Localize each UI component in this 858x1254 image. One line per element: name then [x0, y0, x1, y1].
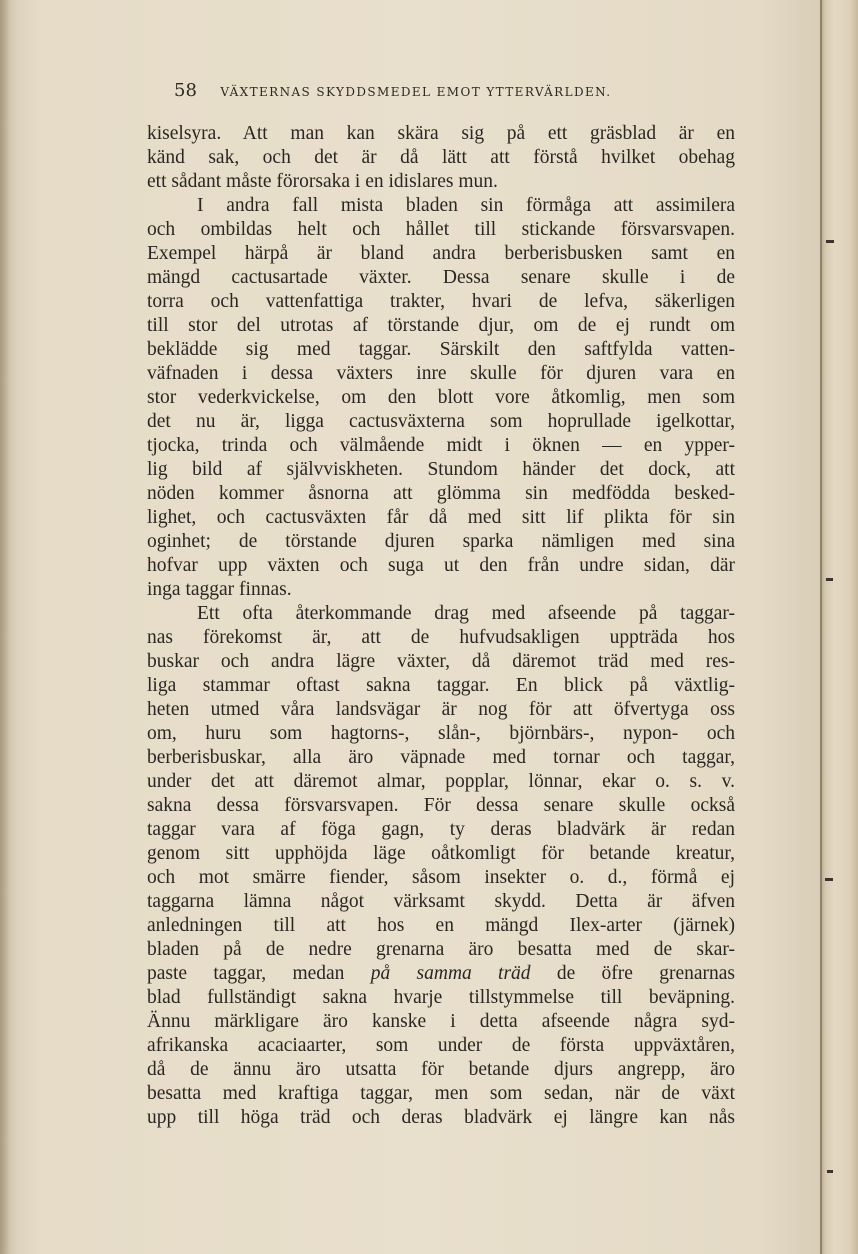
text-line: och ombildas helt och hållet till stickande försvarsvapen. — [147, 219, 735, 240]
edge-mark — [825, 878, 833, 881]
text-line: under det att däremot almar, popplar, lönnar, ekar o. s. v. — [147, 771, 735, 792]
body-text — [147, 122, 735, 1130]
binding-shadow — [0, 0, 10, 1254]
text-line: hofvar upp växten och suga ut den från undre sidan, där — [147, 555, 735, 576]
text-line: blad fullständigt sakna hvarje tillstymmelse till beväpning. — [147, 987, 735, 1008]
text-line: liga stammar oftast sakna taggar. En blick på växtlig- — [147, 675, 735, 696]
text-line: oginhet; de törstande djuren sparka nämligen med sina — [147, 531, 735, 552]
text-line: sakna dessa försvarsvapen. För dessa senare skulle också — [147, 795, 735, 816]
text-line: torra och vattenfattiga trakter, hvari de lefva, säkerligen — [147, 291, 735, 312]
text-line: och mot smärre fiender, såsom insekter o. d., förmå ej — [147, 867, 735, 888]
text-line: till stor del utrotas af törstande djur, om de ej rundt om — [147, 315, 735, 336]
text-line: om, huru som hagtorns-, slån-, björnbärs-, nypon- och — [147, 723, 735, 744]
edge-mark — [826, 578, 833, 581]
text-line: Exempel härpå är bland andra berberisbusken samt en — [147, 243, 735, 264]
text-line: mängd cactusartade växter. Dessa senare skulle i de — [147, 267, 735, 288]
text-line: berberisbuskar, alla äro väpnade med tornar och taggar, — [147, 747, 735, 768]
text-line: Ännu märkligare äro kanske i detta afseende några syd- — [147, 1011, 735, 1032]
text-line: lig bild af självviskheten. Stundom händer det dock, att — [147, 459, 735, 480]
text-line: taggar vara af föga gagn, ty deras bladvärk är redan — [147, 819, 735, 840]
text-line: afrikanska acaciaarter, som under de första uppväxtåren, — [147, 1035, 735, 1056]
text-line: tjocka, trinda och välmående midt i öknen — en ypper- — [147, 435, 735, 456]
text-line: taggarna lämna något värksamt skydd. Detta är äfven — [147, 891, 735, 912]
text-segment: de öfre grenarnas — [556, 963, 736, 984]
text-line: inga taggar finnas. — [147, 579, 292, 600]
text-line: det nu är, ligga cactusväxterna som hoprullade igelkottar, — [147, 411, 735, 432]
text-line-with-italic — [147, 962, 735, 986]
edge-mark — [827, 1170, 833, 1173]
text-line: lighet, och cactusväxten får då med sitt lif plikta för sin — [147, 507, 735, 528]
text-line: bladen på de nedre grenarna äro besatta med de skar- — [147, 939, 735, 960]
text-line: väfnaden i dessa växters inre skulle för djuren vara en — [147, 363, 735, 384]
text-line: stor vederkvickelse, om den blott vore åtkomlig, men som — [147, 387, 735, 408]
text-line: beklädde sig med taggar. Särskilt den saftfylda vatten- — [147, 339, 735, 360]
text-line: kiselsyra. Att man kan skära sig på ett gräsblad är en — [147, 123, 735, 144]
text-line: anledningen till att hos en mängd Ilex-arter (järnek) — [147, 915, 735, 936]
text-line: nas förekomst är, att de hufvudsakligen uppträda hos — [147, 627, 735, 648]
text-line: nöden kommer åsnorna att glömma sin medfödda besked- — [147, 483, 735, 504]
text-line: buskar och andra lägre växter, då däremot träd med res- — [147, 651, 735, 672]
edge-mark — [826, 240, 834, 243]
text-line: känd sak, och det är då lätt att förstå hvilket obehag — [147, 147, 735, 168]
text-line: genom sitt upphöjda läge oåtkomligt för betande kreatur, — [147, 843, 735, 864]
text-line: upp till höga träd och deras bladvärk ej längre kan nås — [147, 1107, 735, 1128]
text-segment: paste taggar, medan — [147, 963, 345, 984]
page-number: 58 — [174, 80, 197, 101]
paragraph-start-line: Ett ofta återkommande drag med afseende på taggar- — [197, 603, 735, 624]
paragraph-start-line: I andra fall mista bladen sin förmåga att assimilera — [197, 195, 735, 216]
text-line: då de ännu äro utsatta för betande djurs angrepp, äro — [147, 1059, 735, 1080]
text-line: besatta med kraftiga taggar, men som sedan, när de växt — [147, 1083, 735, 1104]
running-title: VÄXTERNAS SKYDDSMEDEL EMOT YTTERVÄRLDEN. — [220, 85, 612, 99]
page-edge — [820, 0, 858, 1254]
italic-phrase: på samma träd — [370, 963, 531, 984]
text-line: heten utmed våra landsvägar är nog för att öfvertyga oss — [147, 699, 735, 720]
text-line: ett sådant måste förorsaka i en idislares mun. — [147, 171, 498, 192]
page-header — [174, 80, 612, 101]
